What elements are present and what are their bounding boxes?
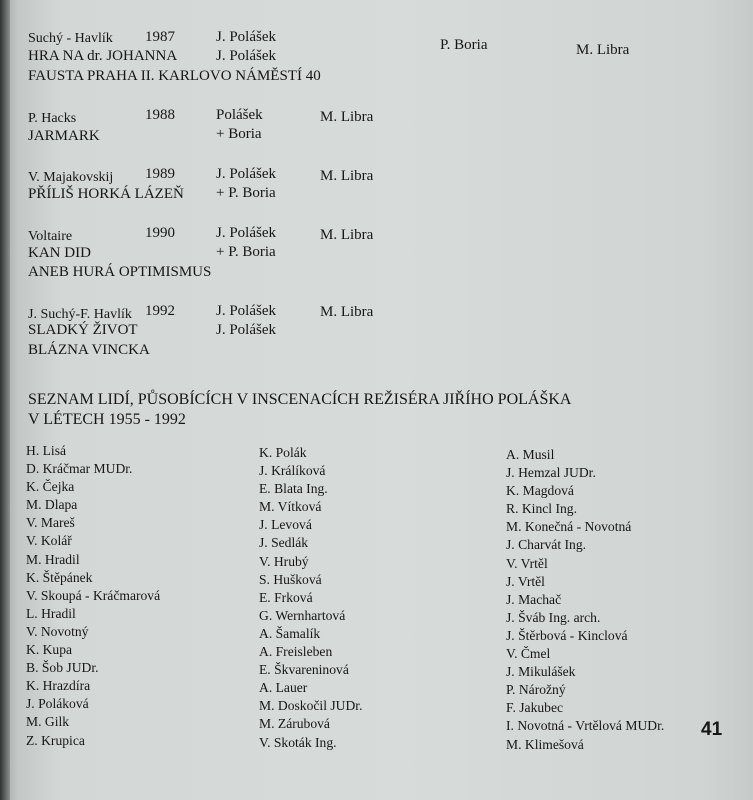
- person-name: A. Šamalík: [259, 625, 321, 641]
- production-second-credit: J. Polášek: [216, 48, 276, 64]
- person-name: A. Lauer: [259, 680, 308, 696]
- production-scenographer: P. Boria: [440, 37, 488, 53]
- production-costumes: M. Libra: [320, 109, 374, 125]
- person-name: K. Čejka: [26, 479, 75, 495]
- production-director: J. Polášek: [216, 225, 276, 241]
- person-name: R. Kincl Ing.: [506, 501, 577, 517]
- person-name: V. Kolář: [26, 533, 72, 549]
- production-author: P. Hacks: [28, 111, 77, 126]
- person-name: J. Králíková: [259, 463, 326, 479]
- production-second-credit: + P. Boria: [216, 185, 276, 201]
- production-author: Suchý - Havlík: [28, 31, 113, 46]
- production-author: J. Suchý-F. Havlík: [28, 307, 132, 322]
- production-title-line: BLÁZNA VINCKA: [28, 342, 150, 358]
- person-name: B. Šob JUDr.: [26, 660, 99, 676]
- section-subheading: V LÉTECH 1955 - 1992: [28, 411, 186, 428]
- production-title-line: KAN DID: [28, 245, 91, 261]
- production-year: 1990: [145, 225, 175, 241]
- person-name: M. Gilk: [26, 714, 70, 730]
- person-name: J. Charvát Ing.: [506, 537, 587, 553]
- person-name: V. Novotný: [26, 623, 89, 639]
- production-second-credit: + P. Boria: [216, 244, 276, 260]
- production-costumes: M. Libra: [320, 227, 374, 243]
- person-name: G. Wernhartová: [259, 607, 346, 623]
- production-year: 1987: [145, 29, 175, 45]
- person-name: L. Hradil: [26, 605, 76, 621]
- production-director: J. Polášek: [216, 303, 276, 319]
- person-name: V. Vrtěl: [506, 555, 548, 571]
- person-name: V. Mareš: [26, 515, 75, 531]
- person-name: M. Klimešová: [506, 736, 584, 752]
- production-costumes: M. Libra: [576, 42, 630, 58]
- person-name: K. Kupa: [26, 642, 73, 658]
- person-name: J. Machač: [506, 591, 562, 607]
- production-director: J. Polášek: [216, 166, 276, 182]
- production-year: 1989: [145, 166, 175, 182]
- person-name: K. Hrazdíra: [26, 678, 91, 694]
- person-name: K. Štěpánek: [26, 569, 93, 585]
- section-heading: SEZNAM LIDÍ, PŮSOBÍCÍCH V INSCENACÍCH REŽISÉRA JIŘÍHO POLÁŠKA: [28, 391, 572, 408]
- person-name: K. Polák: [259, 445, 307, 460]
- person-name: M. Konečná - Novotná: [506, 519, 632, 535]
- person-name: V. Hrubý: [259, 553, 309, 569]
- person-name: V. Skoták Ing.: [259, 734, 337, 750]
- production-title-line: SLADKÝ ŽIVOT: [28, 322, 138, 338]
- people-list-column-2: [259, 444, 362, 752]
- person-name: E. Blata Ing.: [259, 481, 328, 497]
- production-title-line: ANEB HURÁ OPTIMISMUS: [28, 264, 212, 280]
- person-name: J. Šváb Ing. arch.: [506, 609, 601, 625]
- person-name: Z. Krupica: [26, 732, 85, 748]
- person-name: A. Musil: [506, 447, 555, 462]
- production-costumes: M. Libra: [320, 168, 374, 184]
- person-name: J. Hemzal JUDr.: [506, 465, 596, 481]
- person-name: E. Škvareninová: [259, 662, 349, 678]
- production-title-line: PŘÍLIŠ HORKÁ LÁZEŇ: [28, 186, 184, 202]
- person-name: M. Doskočil JUDr.: [259, 698, 363, 714]
- person-name: A. Freisleben: [259, 644, 333, 660]
- production-author: V. Majakovskij: [28, 170, 114, 185]
- person-name: J. Vrtěl: [506, 573, 545, 589]
- production-director: Polášek: [216, 107, 263, 123]
- person-name: M. Vítková: [259, 499, 322, 515]
- person-name: J. Poláková: [26, 696, 89, 712]
- person-name: J. Štěrbová - Kinclová: [506, 627, 628, 643]
- production-year: 1988: [145, 107, 175, 123]
- person-name: D. Kráčmar MUDr.: [26, 461, 133, 477]
- production-costumes: M. Libra: [320, 304, 374, 320]
- production-title-line: FAUSTA PRAHA II. KARLOVO NÁMĚSTÍ 40: [28, 68, 321, 84]
- person-name: J. Mikulášek: [506, 664, 576, 680]
- people-list-column-3: [506, 446, 664, 754]
- production-title-line: HRA NA dr. JOHANNA: [28, 48, 178, 64]
- person-name: I. Novotná - Vrtělová MUDr.: [506, 718, 665, 734]
- person-name: M. Zárubová: [259, 716, 330, 732]
- production-second-credit: J. Polášek: [216, 322, 276, 338]
- page-number: 41: [701, 719, 723, 740]
- person-name: K. Magdová: [506, 483, 574, 499]
- production-year: 1992: [145, 303, 175, 319]
- person-name: H. Lisá: [26, 443, 67, 458]
- person-name: V. Čmel: [506, 646, 551, 662]
- person-name: P. Nárožný: [506, 682, 566, 698]
- people-list-column-1: [26, 442, 160, 750]
- person-name: M. Hradil: [26, 551, 80, 567]
- person-name: S. Hušková: [259, 571, 322, 587]
- person-name: E. Frková: [259, 589, 313, 605]
- production-second-credit: + Boria: [216, 126, 262, 142]
- production-director: J. Polášek: [216, 29, 276, 45]
- person-name: J. Sedlák: [259, 535, 309, 551]
- person-name: M. Dlapa: [26, 497, 78, 513]
- person-name: J. Levová: [259, 517, 312, 533]
- production-title-line: JARMARK: [28, 128, 100, 144]
- person-name: V. Skoupá - Kráčmarová: [26, 587, 161, 603]
- person-name: F. Jakubec: [506, 700, 564, 716]
- page-gutter-shadow: [0, 0, 10, 800]
- production-author: Voltaire: [28, 229, 73, 244]
